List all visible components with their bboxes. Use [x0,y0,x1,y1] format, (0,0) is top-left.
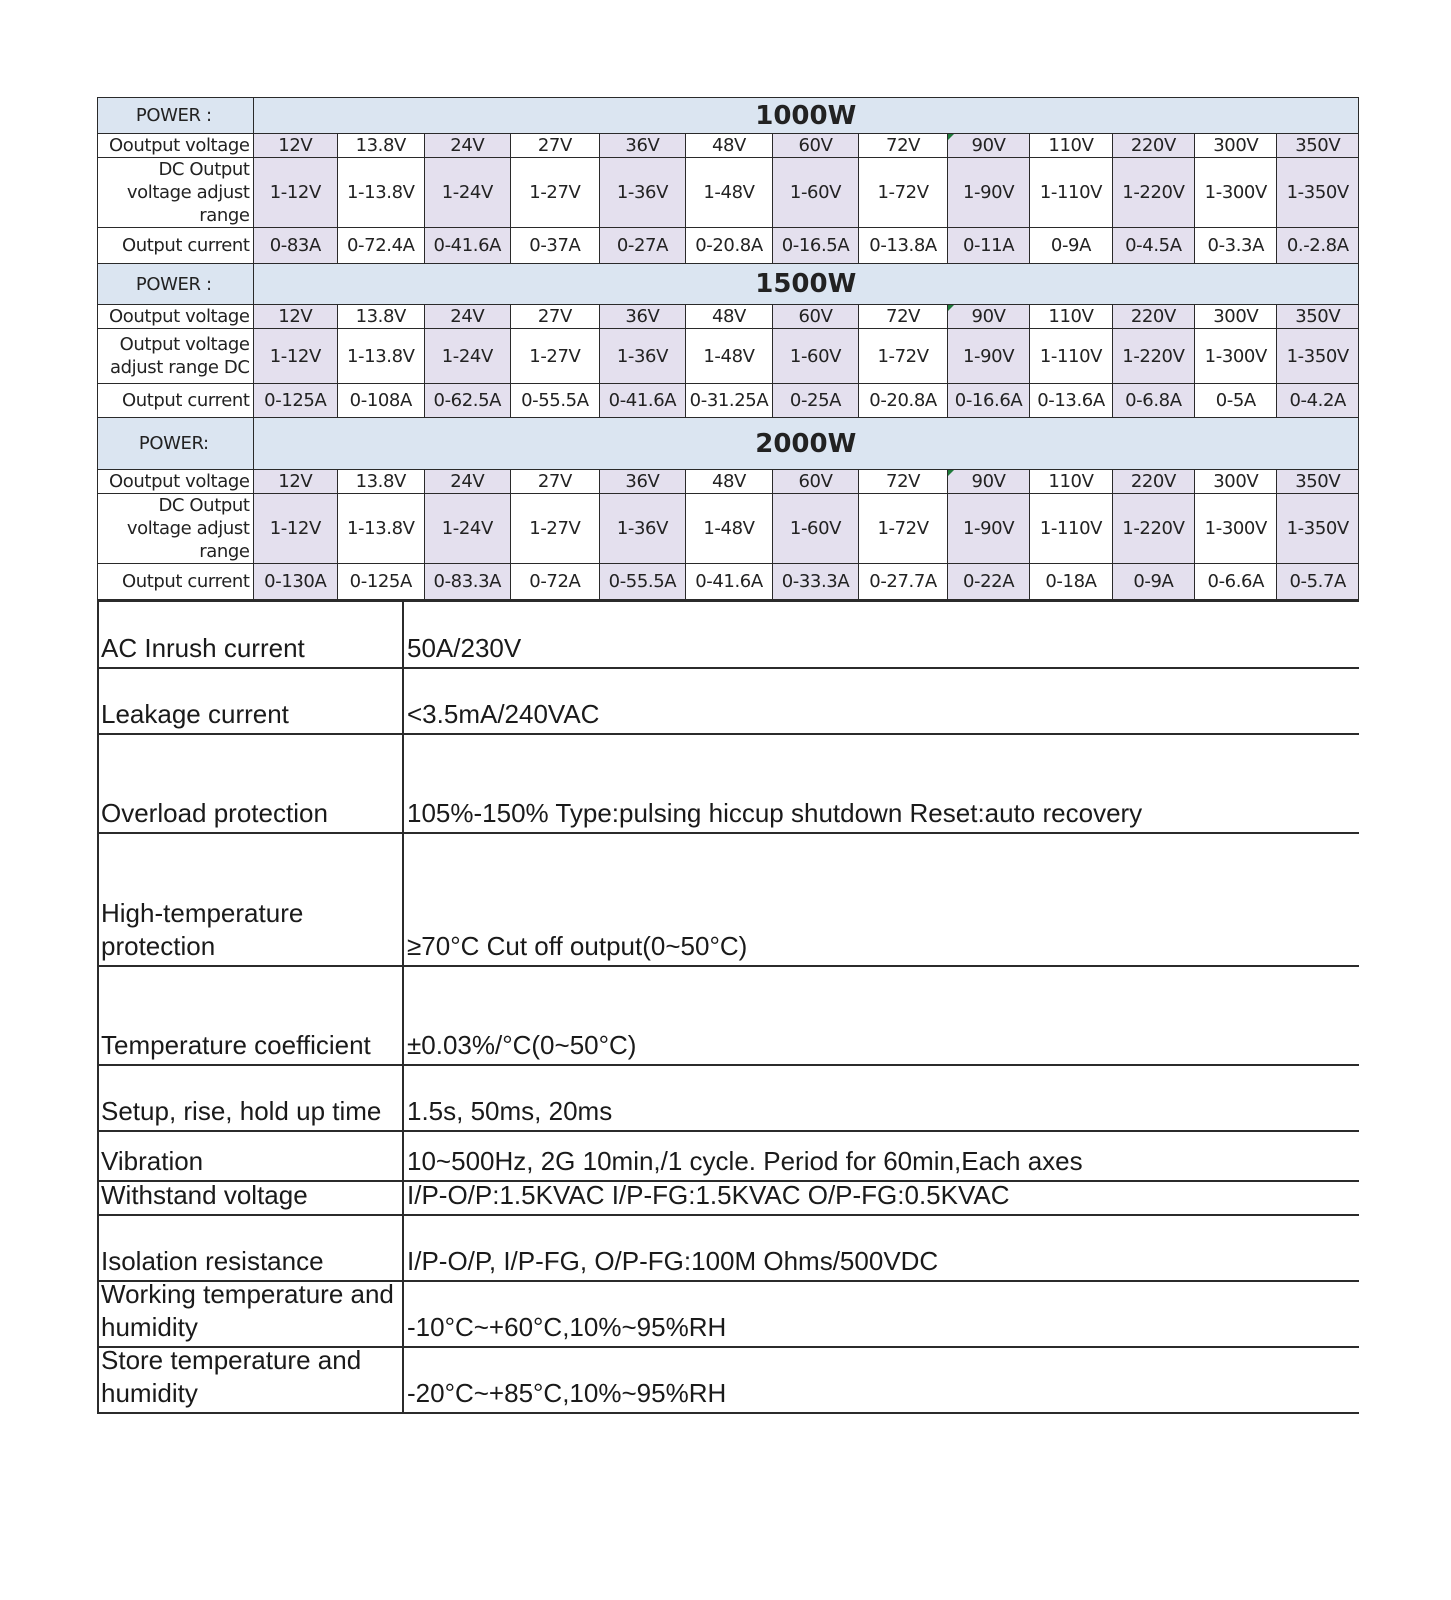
output-current-cell: 0-9A [1112,564,1194,600]
spec-label: Temperature coefficient [101,1030,371,1060]
output-current-cell: 0-31.25A [686,384,773,418]
output-voltage-cell: 24V [424,470,511,494]
adjust-range-label: DC Output voltage adjust range [98,494,254,564]
spec-value-cell [407,1348,1356,1412]
output-voltage-cell: 350V [1277,134,1359,158]
output-current-cell: 0.-2.8A [1277,228,1359,264]
output-voltage-cell: 36V [599,470,686,494]
output-current-cell: 0-13.8A [859,228,948,264]
power-value: 2000W [253,418,1358,470]
output-current-cell: 0-130A [253,564,337,600]
spec-label-cell [101,1066,400,1130]
output-voltage-cell: 48V [686,305,773,329]
adjust-range-cell: 1-36V [599,494,686,564]
output-voltage-cell: 27V [511,134,600,158]
output-voltage-cell: 300V [1195,470,1277,494]
output-voltage-cell: 72V [859,470,948,494]
spec-label: Isolation resistance [101,1246,324,1276]
output-voltage-cell: 48V [686,134,773,158]
spec-label-cell [101,1132,400,1180]
output-current-cell: 0-55.5A [599,564,686,600]
output-current-cell: 0-11A [947,228,1029,264]
adjust-range-cell: 1-110V [1030,494,1112,564]
adjust-range-row [98,329,1359,384]
adjust-range-cell: 1-24V [424,329,511,384]
spec-value: I/P-O/P, I/P-FG, O/P-FG:100M Ohms/500VDC [407,1246,939,1276]
power-value: 1000W [253,98,1358,134]
column-divider [402,600,404,1414]
adjust-range-cell: 1-36V [599,158,686,228]
spec-label-cell [101,1216,400,1280]
adjust-range-cell: 1-72V [859,329,948,384]
spec-value-cell [407,1066,1356,1130]
spec-value: 105%-150% Type:pulsing hiccup shutdown Reset:auto recovery [407,798,1143,828]
output-voltage-cell: 110V [1030,134,1112,158]
output-current-cell: 0-27A [599,228,686,264]
adjust-range-cell: 1-300V [1195,494,1277,564]
output-current-cell: 0-6.8A [1112,384,1194,418]
output-voltage-cell: 60V [772,305,859,329]
adjust-range-cell: 1-12V [253,158,337,228]
output-current-cell: 0-41.6A [599,384,686,418]
spec-value: <3.5mA/240VAC [407,699,600,729]
spec-value: -10°C~+60°C,10%~95%RH [407,1312,727,1342]
spec-value: 1.5s, 50ms, 20ms [407,1096,613,1126]
output-current-cell: 0-16.6A [947,384,1029,418]
output-current-cell: 0-41.6A [424,228,511,264]
power-spec-tables [97,97,1359,600]
output-current-cell: 0-108A [338,384,425,418]
output-voltage-cell: 36V [599,305,686,329]
spec-label: AC Inrush current [101,633,305,663]
output-current-cell: 0-16.5A [772,228,859,264]
output-voltage-cell: 13.8V [338,470,425,494]
spec-label-cell [101,1345,400,1412]
output-current-cell: 0-6.6A [1195,564,1277,600]
output-current-row [98,228,1359,264]
output-current-label: Output current [98,228,254,264]
output-voltage-cell: 90V [947,470,1029,494]
spec-label-cell [101,735,400,832]
output-voltage-cell: 13.8V [338,305,425,329]
output-current-cell: 0-41.6A [686,564,773,600]
output-current-cell: 0-4.2A [1277,384,1359,418]
adjust-range-label: Output voltage adjust range DC [98,329,254,384]
adjust-range-cell: 1-220V [1112,158,1194,228]
adjust-range-cell: 1-90V [947,494,1029,564]
spec-value: -20°C~+85°C,10%~95%RH [407,1378,727,1408]
adjust-range-cell: 1-13.8V [338,494,425,564]
output-voltage-label: Ooutput voltage [98,470,254,494]
output-voltage-cell: 110V [1030,470,1112,494]
left-border [97,600,99,1414]
power-header-row [98,264,1359,305]
adjust-range-cell: 1-300V [1195,329,1277,384]
spec-label: Vibration [101,1146,204,1176]
adjust-range-cell: 1-72V [859,158,948,228]
spec-value-cell [407,834,1356,965]
output-current-cell: 0-55.5A [511,384,600,418]
output-voltage-label: Ooutput voltage [98,134,254,158]
spec-value-cell [407,735,1356,832]
adjust-range-cell: 1-72V [859,494,948,564]
adjust-range-cell: 1-220V [1112,329,1194,384]
output-voltage-cell: 350V [1277,305,1359,329]
output-current-cell: 0-33.3A [772,564,859,600]
adjust-range-cell: 1-60V [772,158,859,228]
output-current-cell: 0-20.8A [686,228,773,264]
adjust-range-label: DC Output voltage adjust range [98,158,254,228]
output-current-cell: 0-5.7A [1277,564,1359,600]
output-current-cell: 0-13.6A [1030,384,1112,418]
output-current-cell: 0-83A [253,228,337,264]
output-current-label: Output current [98,384,254,418]
spec-value-cell [407,602,1356,667]
adjust-range-cell: 1-300V [1195,158,1277,228]
output-voltage-cell: 350V [1277,470,1359,494]
spec-label-cell [101,669,400,733]
output-voltage-cell: 90V [947,305,1029,329]
power-label: POWER: [98,418,254,470]
adjust-range-cell: 1-90V [947,158,1029,228]
power-header-row [98,98,1359,134]
adjust-range-cell: 1-90V [947,329,1029,384]
specification-list [97,600,1359,1414]
spec-value: ±0.03%/°C(0~50°C) [407,1030,637,1060]
spec-label-cell [101,834,400,965]
adjust-range-cell: 1-36V [599,329,686,384]
spec-value-cell [407,1282,1356,1346]
adjust-range-cell: 1-27V [511,494,600,564]
adjust-range-cell: 1-24V [424,494,511,564]
output-current-cell: 0-25A [772,384,859,418]
adjust-range-cell: 1-350V [1277,494,1359,564]
output-current-cell: 0-3.3A [1195,228,1277,264]
output-voltage-row [98,470,1359,494]
output-voltage-cell: 220V [1112,305,1194,329]
adjust-range-cell: 1-110V [1030,158,1112,228]
adjust-range-cell: 1-12V [253,329,337,384]
spec-label-cell [101,967,400,1064]
output-voltage-cell: 300V [1195,134,1277,158]
adjust-range-row [98,494,1359,564]
adjust-range-cell: 1-13.8V [338,158,425,228]
spec-value: 10~500Hz, 2G 10min,/1 cycle. Period for 60min,Each axes [407,1146,1083,1176]
output-current-cell: 0-125A [253,384,337,418]
adjust-range-cell: 1-60V [772,494,859,564]
output-current-cell: 0-72.4A [338,228,425,264]
output-voltage-cell: 24V [424,134,511,158]
adjust-range-cell: 1-60V [772,329,859,384]
adjust-range-cell: 1-350V [1277,158,1359,228]
output-current-cell: 0-62.5A [424,384,511,418]
spec-label: Leakage current [101,699,289,729]
output-voltage-cell: 12V [253,470,337,494]
spec-label-cell [101,602,400,667]
spec-value: 50A/230V [407,633,522,663]
output-current-cell: 0-125A [338,564,425,600]
output-voltage-row [98,305,1359,329]
output-voltage-cell: 300V [1195,305,1277,329]
adjust-range-cell: 1-27V [511,329,600,384]
output-voltage-cell: 72V [859,134,948,158]
spec-value-cell [407,669,1356,733]
spec-value-cell [407,1182,1356,1214]
spec-value-cell [407,1132,1356,1180]
adjust-range-cell: 1-13.8V [338,329,425,384]
output-voltage-cell: 27V [511,470,600,494]
adjust-range-cell: 1-220V [1112,494,1194,564]
output-voltage-cell: 60V [772,134,859,158]
output-voltage-cell: 72V [859,305,948,329]
row-divider [97,1412,1359,1414]
adjust-range-cell: 1-12V [253,494,337,564]
output-current-cell: 0-18A [1030,564,1112,600]
output-voltage-cell: 90V [947,134,1029,158]
output-voltage-cell: 12V [253,134,337,158]
output-voltage-cell: 36V [599,134,686,158]
spec-label: Withstand voltage [101,1180,308,1210]
spec-label-cell [101,1279,400,1346]
adjust-range-cell: 1-110V [1030,329,1112,384]
output-current-row [98,384,1359,418]
power-value: 1500W [253,264,1358,305]
output-current-cell: 0-5A [1195,384,1277,418]
spec-label: Working temperature and humidity [101,1279,394,1342]
adjust-range-cell: 1-48V [686,494,773,564]
output-current-cell: 0-27.7A [859,564,948,600]
adjust-range-cell: 1-48V [686,158,773,228]
output-current-row [98,564,1359,600]
output-current-cell: 0-83.3A [424,564,511,600]
output-current-cell: 0-9A [1030,228,1112,264]
power-header-row [98,418,1359,470]
output-current-cell: 0-4.5A [1112,228,1194,264]
output-voltage-cell: 27V [511,305,600,329]
output-voltage-cell: 24V [424,305,511,329]
output-current-cell: 0-72A [511,564,600,600]
spec-label: Overload protection [101,798,328,828]
output-voltage-cell: 110V [1030,305,1112,329]
power-label: POWER : [98,98,254,134]
spec-value-cell [407,1216,1356,1280]
output-voltage-label: Ooutput voltage [98,305,254,329]
spec-label-cell [101,1182,400,1214]
spec-value: ≥70°C Cut off output(0~50°C) [407,931,748,961]
output-voltage-cell: 220V [1112,470,1194,494]
adjust-range-cell: 1-48V [686,329,773,384]
output-voltage-cell: 48V [686,470,773,494]
spec-value: I/P-O/P:1.5KVAC I/P-FG:1.5KVAC O/P-FG:0.5KVAC [407,1180,1010,1210]
spec-label: Store temperature and humidity [101,1345,362,1408]
spec-value-cell [407,967,1356,1064]
output-current-label: Output current [98,564,254,600]
output-voltage-cell: 13.8V [338,134,425,158]
spec-label: Setup, rise, hold up time [101,1096,382,1126]
spec-label: High-temperature protection [101,898,304,961]
power-label: POWER : [98,264,254,305]
output-current-cell: 0-22A [947,564,1029,600]
output-voltage-cell: 220V [1112,134,1194,158]
adjust-range-cell: 1-24V [424,158,511,228]
output-current-cell: 0-37A [511,228,600,264]
output-voltage-row [98,134,1359,158]
adjust-range-cell: 1-350V [1277,329,1359,384]
adjust-range-row [98,158,1359,228]
adjust-range-cell: 1-27V [511,158,600,228]
output-current-cell: 0-20.8A [859,384,948,418]
output-voltage-cell: 12V [253,305,337,329]
output-voltage-cell: 60V [772,470,859,494]
